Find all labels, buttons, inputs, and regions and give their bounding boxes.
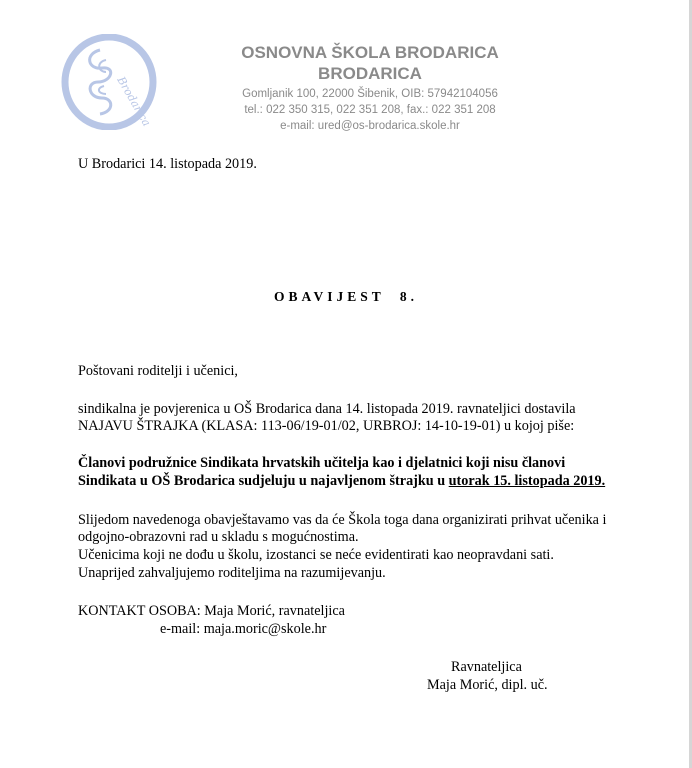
date-line: U Brodarici 14. listopada 2019. — [78, 156, 257, 172]
notice-title-word: OBAVIJEST — [274, 289, 385, 304]
strike-line-2-text: Sindikata u OŠ Brodarica sudjeluju u najavljenom štrajku u — [78, 473, 449, 489]
strike-date: utorak 15. listopada 2019. — [448, 473, 606, 489]
contact-email: e-mail: maja.moric@skole.hr — [160, 621, 327, 637]
greeting: Poštovani roditelji i učenici, — [78, 363, 238, 379]
school-place: BRODARICA — [318, 64, 422, 83]
body-line-1: Slijedom navedenoga obavještavamo vas da će Škola toga dana organizirati prihvat učenika i — [78, 512, 607, 528]
notice-title-number: 8. — [399, 289, 419, 304]
school-email: e-mail: ured@os-brodarica.skole.hr — [280, 120, 460, 132]
contact-person: KONTAKT OSOBA: Maja Morić, ravnateljica — [78, 603, 345, 619]
body-line-4: Unaprijed zahvaljujemo roditeljima na razumijevanju. — [78, 565, 386, 581]
body-line-3: Učenicima koji ne dođu u školu, izostanci se neće evidentirati kao neopravdani sati. — [78, 547, 554, 563]
strike-line-2 — [78, 473, 605, 490]
signature-role: Ravnateljica — [451, 659, 522, 675]
intro-line-1: sindikalna je povjerenica u OŠ Brodarica dana 14. listopada 2019. ravnateljici dostavila — [78, 401, 576, 417]
notice-title — [274, 288, 418, 305]
school-address: Gomljanik 100, 22000 Šibenik, OIB: 57942104056 — [242, 88, 498, 100]
body-line-2: odgojno-obrazovni rad u skladu s mogućnostima. — [78, 529, 359, 545]
strike-line-1: Članovi podružnice Sindikata hrvatskih učitelja kao i djelatnici koji nisu članovi — [78, 455, 566, 471]
signature-name: Maja Morić, dipl. uč. — [427, 677, 548, 693]
intro-line-2: NAJAVU ŠTRAJKA (KLASA: 113-06/19-01/02, URBROJ: 14-10-19-01) u kojoj piše: — [78, 418, 575, 434]
school-logo — [60, 34, 158, 130]
school-name: OSNOVNA ŠKOLA BRODARICA — [241, 43, 499, 62]
school-phones: tel.: 022 350 315, 022 351 208, fax.: 022 351 208 — [244, 104, 496, 116]
school-letterhead — [200, 42, 540, 134]
svg-text:Brodarica: Brodarica — [114, 74, 154, 129]
